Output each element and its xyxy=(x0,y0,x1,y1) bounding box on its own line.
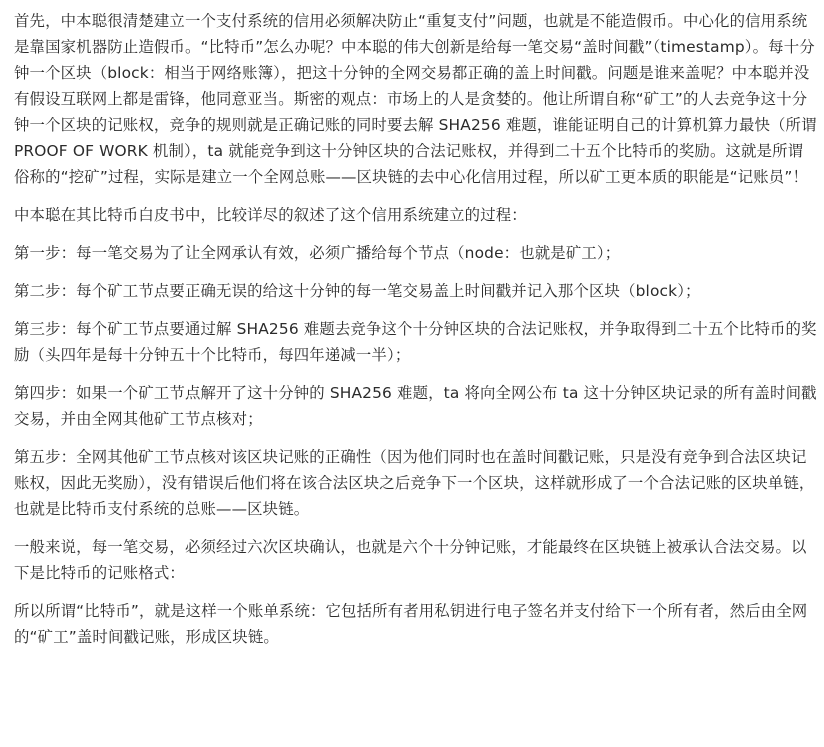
paragraph-step-1: 第一步：每一笔交易为了让全网承认有效，必须广播给每个节点（node：也就是矿工）； xyxy=(14,244,621,262)
paragraph-step-5: 第五步：全网其他矿工节点核对该区块记账的正确性（因为他们同时也在盖时间戳记账，只是没有竞争到合法区块记账权，因此无奖励），没有错误后他们将在该合法区块之后竞争下一个区块，这样就形成了一个合法记账的区块单链，也就是比特币支付系统的总账——区块链。 xyxy=(14,448,815,518)
paragraph-intro: 首先，中本聪很清楚建立一个支付系统的信用必须解决防止“重复支付”问题，也就是不能造假币。中心化的信用系统是靠国家机器防止造假币。“比特币”怎么办呢？中本聪的伟大创新是给每一笔交易“盖时间戳”（timestamp）。每十分钟一个区块（block：相当于网络账簿），把这十分钟的全网交易都正确的盖上时间戳。问题是谁来盖呢？中本聪并没有假设互联网上都是雷锋，他同意亚当。斯密的观点：市场上的人是贪婪的。他让所谓自称“矿工”的人去竞争这十分钟一个区块的记账权，竞争的规则就是正确记账的同时要去解 SHA256 难题，谁能证明自己的计算机算力最快（所谓 PROOF OF WORK 机制），ta 就能竞争到这十分钟区块的合法记账权，并得到二十五个比特币的奖励。这就是所谓俗称的“挖矿”过程，实际是建立一个全网总账——区块链的去中心化信用过程，所以矿工更本质的职能是“记账员”！ xyxy=(14,12,817,186)
paragraph-whitepaper-intro: 中本聪在其比特币白皮书中，比较详尽的叙述了这个信用系统建立的过程： xyxy=(14,206,527,224)
paragraph-confirmation: 一般来说，每一笔交易，必须经过六次区块确认，也就是六个十分钟记账，才能最终在区块链上被承认合法交易。以下是比特币的记账格式： xyxy=(14,538,807,582)
paragraph-step-4: 第四步：如果一个矿工节点解开了这十分钟的 SHA256 难题，ta 将向全网公布 ta 这十分钟区块记录的所有盖时间戳交易，并由全网其他矿工节点核对； xyxy=(14,384,817,428)
paragraph-step-3: 第三步：每个矿工节点要通过解 SHA256 难题去竞争这个十分钟区块的合法记账权，并争取得到二十五个比特币的奖励（头四年是每十分钟五十个比特币，每四年递减一半）； xyxy=(14,320,817,364)
paragraph-conclusion: 所以所谓“比特币”，就是这样一个账单系统：它包括所有者用私钥进行电子签名并支付给下一个所有者，然后由全网的“矿工”盖时间戳记账，形成区块链。 xyxy=(14,602,808,646)
paragraph-step-2: 第二步：每个矿工节点要正确无误的给这十分钟的每一笔交易盖上时间戳并记入那个区块（block）； xyxy=(14,282,701,300)
